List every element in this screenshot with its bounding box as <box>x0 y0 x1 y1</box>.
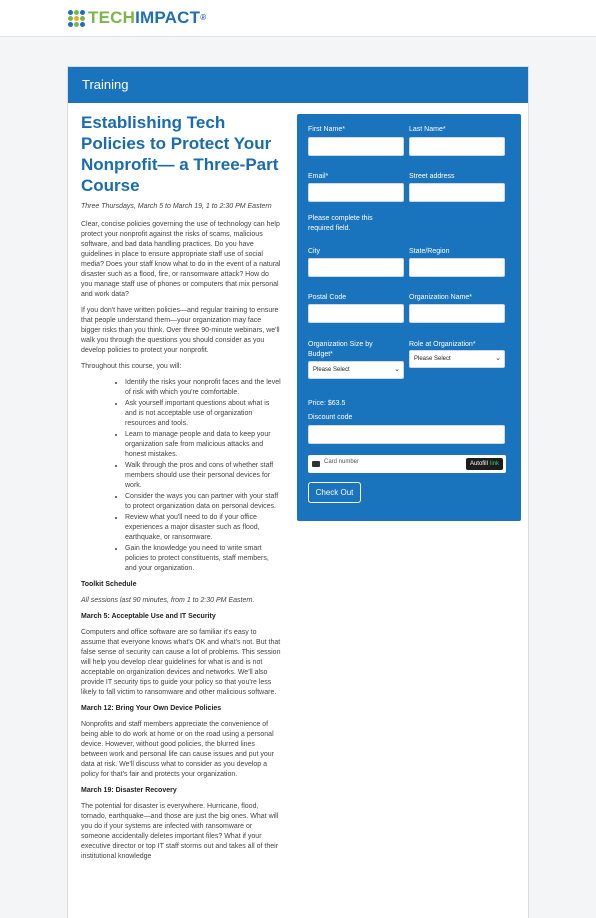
last-name-label: Last Name* <box>409 126 446 133</box>
logo-dots-icon <box>68 10 85 27</box>
role-label: Role at Organization* <box>409 341 476 348</box>
org-size-label: Organization Size by Budget* <box>308 341 373 358</box>
intro-paragraph-2: If you don't have written policies—and regular training to ensure that people understand them—your organization may face bigger risks than you think. Over three 90-minute webinars, we'll walk you through the questions you should consider as you develop policies to protect your nonprofit. <box>81 307 280 354</box>
course-outcomes-list <box>125 378 281 574</box>
site-header <box>0 0 596 37</box>
section-bar <box>68 67 528 103</box>
session-3-text: The potential for disaster is everywhere. Hurricane, flood, tornado, earthquake—and those are just the big ones. What will you do if your systems are infected with ransomware or someone accidentally deletes important files? What if your executive director or top IT staff storms out and takes all of their institutional knowledge <box>81 803 279 860</box>
registration-form <box>297 114 521 521</box>
course-title: Establishing Tech Policies to Protect Your Nonprofit— a Three-Part Course <box>81 113 279 195</box>
logo-dot <box>74 16 79 21</box>
last-name-field[interactable] <box>409 137 505 156</box>
discount-label: Discount code <box>308 414 353 421</box>
list-item: • Learn to manage people and data to keep your organization safe from malicious attacks and honest mistakes. <box>125 430 281 460</box>
checkout-button[interactable]: Check Out <box>308 482 361 503</box>
section-title: Training <box>82 77 129 92</box>
autofill-link-label: link <box>489 461 499 467</box>
logo-dot <box>68 22 73 27</box>
org-name-label: Organization Name* <box>409 294 473 301</box>
state-label: State/Region <box>409 248 450 255</box>
org-name-field[interactable] <box>409 304 505 323</box>
intro-paragraph-1: Clear, concise policies governing the use of technology can help protect your nonprofit against the risks of scams, malicious software, and bad data handling practices. Do you have guidelines in place to ensure appropriate staff use of social media? Does your staff know what to do in the event of a natural disaster such as a flood, fire, or ransomware attack? How do you manage staff use of phones or computers that mix personal and work data? <box>81 221 281 298</box>
list-item: • Identify the risks your nonprofit faces and the level of risk with which you're comfortable. <box>125 378 281 398</box>
org-size-value: Please Select <box>313 367 350 373</box>
required-field-error: Please complete this required field. <box>308 215 373 232</box>
logo-tech-text: TECH <box>88 8 136 27</box>
techimpact-logo[interactable] <box>68 8 206 28</box>
schedule-heading: Toolkit Schedule <box>81 581 137 588</box>
session-2-heading: March 12: Bring Your Own Device Policies <box>81 705 222 712</box>
chevron-down-icon: ⌄ <box>394 366 400 373</box>
logo-dot <box>74 22 79 27</box>
logo-registered-mark: ® <box>200 13 207 22</box>
state-field[interactable] <box>409 258 505 277</box>
logo-impact-text: IMPACT <box>135 8 201 27</box>
course-description <box>81 112 281 868</box>
first-name-label: First Name* <box>308 126 345 133</box>
logo-dot <box>80 22 85 27</box>
email-label: Email* <box>308 173 329 180</box>
list-item: • Ask yourself important questions about what is and is not acceptable use of organization resources and tools. <box>125 399 281 429</box>
chevron-down-icon: ⌄ <box>495 355 501 362</box>
autofill-link-button[interactable] <box>466 458 503 470</box>
logo-dot <box>80 16 85 21</box>
intro-paragraph-3: Throughout this course, you will: <box>81 363 182 370</box>
logo-dot <box>74 10 79 15</box>
postal-code-label: Postal Code <box>308 294 347 301</box>
autofill-label: Autofill <box>469 461 488 467</box>
list-item: • Review what you'll need to do if your office experiences a major disaster such as flood, earthquake, or ransomware. <box>125 513 281 543</box>
schedule-note: All sessions last 90 minutes, from 1 to 2:30 PM Eastern. <box>81 597 255 604</box>
role-select[interactable] <box>409 350 505 368</box>
card-number-field[interactable] <box>308 455 506 473</box>
org-size-select[interactable] <box>308 361 404 379</box>
city-field[interactable] <box>308 258 404 277</box>
discount-field[interactable] <box>308 425 505 444</box>
street-field[interactable] <box>409 183 505 202</box>
city-label: City <box>308 248 321 255</box>
credit-card-icon <box>312 461 320 467</box>
logo-dot <box>68 10 73 15</box>
postal-code-field[interactable] <box>308 304 404 323</box>
session-1-text: Computers and office software are so familiar it's easy to assume that everyone knows what's OK and what's not. But that false sense of security can cause a lot of problems. This session will help you develop clear guidelines for what is and is not acceptable on organization devices and networks. We'll also provide IT security tips to guide your policy so that you're less likely to fall victim to ransomware and other malicious software. <box>81 629 281 696</box>
logo-dot <box>68 16 73 21</box>
list-item: • Gain the knowledge you need to write smart policies to protect constituents, staff members, and your organization. <box>125 544 281 574</box>
session-3-heading: March 19: Disaster Recovery <box>81 787 177 794</box>
list-item: • Consider the ways you can partner with your staff to protect organization data on personal devices. <box>125 492 281 512</box>
logo-dot <box>80 10 85 15</box>
card-number-placeholder: Card number <box>324 459 360 465</box>
first-name-field[interactable] <box>308 137 404 156</box>
session-1-heading: March 5: Acceptable Use and IT Security <box>81 613 216 620</box>
list-item: • Walk through the pros and cons of whether staff members should use their personal devices for work. <box>125 461 281 491</box>
street-label: Street address <box>409 173 455 180</box>
email-field[interactable] <box>308 183 404 202</box>
session-2-text: Nonprofits and staff members appreciate the convenience of being able to do work at home or on the road using a personal device. However, without good policies, the blurred lines between work and personal life can cause issues and put your data at risk. We'll discuss what to consider as you develop a policy for that's fair and protects your organization. <box>81 721 275 778</box>
course-dates: Three Thursdays, March 5 to March 19, 1 to 2:30 PM Eastern <box>81 203 272 210</box>
price-text: Price: $63.5 <box>308 400 346 407</box>
role-value: Please Select <box>414 356 451 362</box>
